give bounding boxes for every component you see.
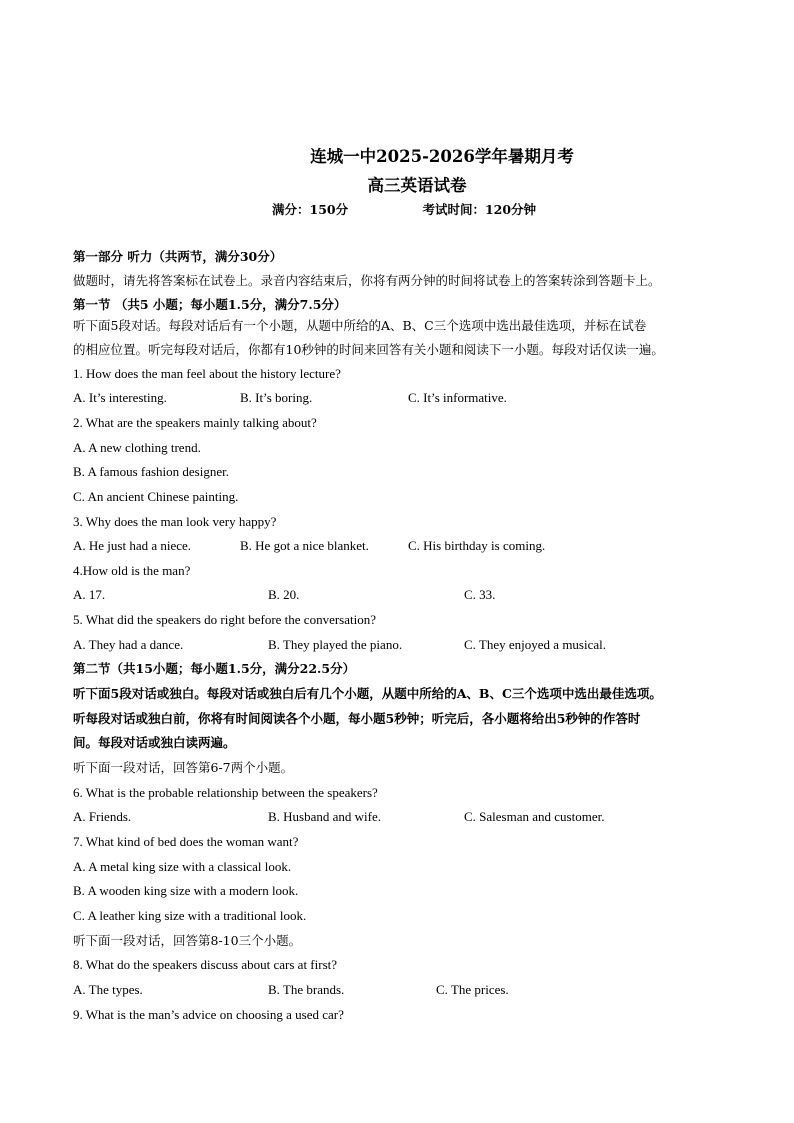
section1-heading: 第一节 （共5 小题；每小题1.5分，满分7.5分） xyxy=(73,297,347,312)
q2-option-b: B. A famous fashion designer. xyxy=(73,464,229,479)
q1-option-c: C. It’s informative. xyxy=(408,390,507,405)
q8-option-b: B. The brands. xyxy=(268,982,345,997)
question-6: 6. What is the probable relationship between the speakers? xyxy=(73,785,378,800)
question-1: 1. How does the man feel about the history lecture? xyxy=(73,366,341,381)
q2-option-a: A. A new clothing trend. xyxy=(73,440,201,455)
q8-option-a: A. The types. xyxy=(73,982,143,997)
q5-option-c: C. They enjoyed a musical. xyxy=(464,637,607,652)
question-9: 9. What is the man’s advice on choosing a used car? xyxy=(73,1007,344,1022)
q5-option-b: B. They played the piano. xyxy=(268,637,403,652)
exam-subtitle: 高三英语试卷 xyxy=(367,176,467,195)
q1-option-a: A. It’s interesting. xyxy=(73,390,167,405)
q7-option-c: C. A leather king size with a traditional look. xyxy=(73,908,307,923)
q8-option-c: C. The prices. xyxy=(436,982,509,997)
q3-option-c: C. His birthday is coming. xyxy=(408,538,546,553)
question-2: 2. What are the speakers mainly talking about? xyxy=(73,415,317,430)
q6-option-b: B. Husband and wife. xyxy=(268,809,382,824)
dialog1-intro: 听下面一段对话，回答第6-7两个小题。 xyxy=(73,760,294,775)
full-score: 满分：150分 xyxy=(272,202,349,217)
question-3: 3. Why does the man look very happy? xyxy=(73,514,277,529)
q6-option-c: C. Salesman and customer. xyxy=(464,809,605,824)
section2-instruction-line2: 听每段对话或独白前，你将有时间阅读各个小题，每小题5秒钟；听完后，各小题将给出5秒钟的作答时 xyxy=(73,711,641,726)
q1-option-b: B. It’s boring. xyxy=(240,390,313,405)
section2-heading: 第二节（共15小题；每小题1.5分，满分22.5分） xyxy=(73,661,356,676)
exam-time: 考试时间：120分钟 xyxy=(422,202,537,217)
q3-option-a: A. He just had a niece. xyxy=(73,538,192,553)
q7-option-b: B. A wooden king size with a modern look. xyxy=(73,883,299,898)
score-line xyxy=(272,200,536,218)
dialog2-intro: 听下面一段对话，回答第8-10三个小题。 xyxy=(73,933,302,948)
q4-option-c: C. 33. xyxy=(464,587,496,602)
question-7: 7. What kind of bed does the woman want? xyxy=(73,834,299,849)
section2-instruction-line1: 听下面5段对话或独白。每段对话或独白后有几个小题，从题中所给的A、B、C三个选项中选出最佳选项。 xyxy=(73,686,662,701)
part1-heading: 第一部分 听力（共两节，满分30分） xyxy=(73,249,283,264)
section2-instruction-line3: 间。每段对话或独白读两遍。 xyxy=(73,735,236,750)
q4-option-b: B. 20. xyxy=(268,587,300,602)
section1-instruction-line2: 的相应位置。听完每段对话后，你都有10秒钟的时间来回答有关小题和阅读下一小题。每段对话仅读一遍。 xyxy=(73,342,664,357)
q5-option-a: A. They had a dance. xyxy=(73,637,184,652)
q6-option-a: A. Friends. xyxy=(73,809,132,824)
part1-instruction: 做题时，请先将答案标在试卷上。录音内容结束后，你将有两分钟的时间将试卷上的答案转涂到答题卡上。 xyxy=(73,273,661,288)
question-5: 5. What did the speakers do right before the conversation? xyxy=(73,612,376,627)
q3-option-b: B. He got a nice blanket. xyxy=(240,538,369,553)
question-4: 4.How old is the man? xyxy=(73,563,191,578)
q2-option-c: C. An ancient Chinese painting. xyxy=(73,489,239,504)
exam-title: 连城一中2025-2026学年暑期月考 xyxy=(310,147,574,166)
question-8: 8. What do the speakers discuss about cars at first? xyxy=(73,957,338,972)
q4-option-a: A. 17. xyxy=(73,587,106,602)
section1-instruction-line1: 听下面5段对话。每段对话后有一个小题，从题中所给的A、B、C三个选项中选出最佳选项，并标在试卷 xyxy=(73,318,647,333)
q7-option-a: A. A metal king size with a classical look. xyxy=(73,859,292,874)
